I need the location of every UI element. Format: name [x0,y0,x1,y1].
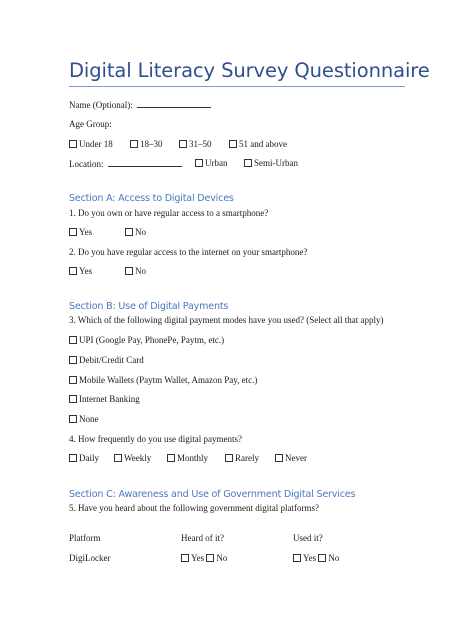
location-blank[interactable] [108,158,182,167]
checkbox-icon[interactable] [69,415,77,423]
age-group-label: Age Group: [69,119,112,129]
table-cell-platform: DigiLocker [69,553,111,563]
checkbox-icon[interactable] [318,554,326,562]
q4-option-never[interactable]: Never [275,453,307,464]
location-row [69,158,182,170]
question-4: 4. How frequently do you use digital payments? [69,434,242,444]
checkbox-icon[interactable] [275,454,283,462]
question-3: 3. Which of the following digital payment modes have you used? (Select all that apply) [69,315,384,325]
checkbox-icon[interactable] [69,336,77,344]
checkbox-icon[interactable] [125,267,133,275]
used-option-no[interactable]: No [318,553,339,563]
checkbox-icon[interactable] [195,159,203,167]
checkbox-icon[interactable] [69,140,77,148]
table-header-heard: Heard of it? [181,533,224,543]
age-option-18-30[interactable]: 18–30 [130,139,163,150]
checkbox-icon[interactable] [69,454,77,462]
checkbox-icon[interactable] [69,395,77,403]
location-option-urban[interactable]: Urban [195,158,228,169]
q3-option-upi[interactable]: UPI (Google Pay, PhonePe, Paytm, etc.) [69,335,224,346]
q4-option-weekly[interactable]: Weekly [114,453,151,464]
q3-option-internet-banking[interactable]: Internet Banking [69,394,140,405]
table-header-platform: Platform [69,533,101,543]
q1-option-yes[interactable]: Yes [69,227,92,238]
age-option-under-18[interactable]: Under 18 [69,139,113,150]
q4-option-monthly[interactable]: Monthly [167,453,208,464]
checkbox-icon[interactable] [125,228,133,236]
checkbox-icon[interactable] [206,554,214,562]
age-option-51-above[interactable]: 51 and above [229,139,287,150]
used-option-yes[interactable]: Yes [293,553,316,563]
heard-option-yes[interactable]: Yes [181,553,204,563]
q4-option-daily[interactable]: Daily [69,453,99,464]
checkbox-icon[interactable] [69,267,77,275]
section-a-heading: Section A: Access to Digital Devices [69,193,234,204]
heard-option-no[interactable]: No [206,553,227,563]
checkbox-icon[interactable] [244,159,252,167]
checkbox-icon[interactable] [179,140,187,148]
q2-option-yes[interactable]: Yes [69,266,92,277]
checkbox-icon[interactable] [69,356,77,364]
q3-option-none[interactable]: None [69,414,99,425]
question-5: 5. Have you heard about the following government digital platforms? [69,503,319,513]
checkbox-icon[interactable] [69,228,77,236]
checkbox-icon[interactable] [181,554,189,562]
title-underline [69,86,405,87]
location-option-semi-urban[interactable]: Semi-Urban [244,158,298,169]
table-cell-heard [181,553,227,564]
location-label: Location: [69,159,104,169]
age-option-31-50[interactable]: 31–50 [179,139,212,150]
name-label: Name (Optional): [69,100,133,110]
checkbox-icon[interactable] [69,376,77,384]
checkbox-icon[interactable] [167,454,175,462]
q3-option-card[interactable]: Debit/Credit Card [69,355,144,366]
checkbox-icon[interactable] [114,454,122,462]
table-header-used: Used it? [293,533,323,543]
question-1: 1. Do you own or have regular access to a smartphone? [69,208,269,218]
name-row [69,99,211,111]
q1-option-no[interactable]: No [125,227,146,238]
q2-option-no[interactable]: No [125,266,146,277]
q3-option-wallets[interactable]: Mobile Wallets (Paytm Wallet, Amazon Pay, etc.) [69,375,257,386]
checkbox-icon[interactable] [130,140,138,148]
checkbox-icon[interactable] [293,554,301,562]
section-c-heading: Section C: Awareness and Use of Government Digital Services [69,489,356,500]
name-blank[interactable] [137,99,211,108]
page-title: Digital Literacy Survey Questionnaire [69,59,430,82]
checkbox-icon[interactable] [225,454,233,462]
checkbox-icon[interactable] [229,140,237,148]
question-2: 2. Do you have regular access to the internet on your smartphone? [69,247,308,257]
section-b-heading: Section B: Use of Digital Payments [69,301,229,312]
table-cell-used [293,553,339,564]
q4-option-rarely[interactable]: Rarely [225,453,259,464]
